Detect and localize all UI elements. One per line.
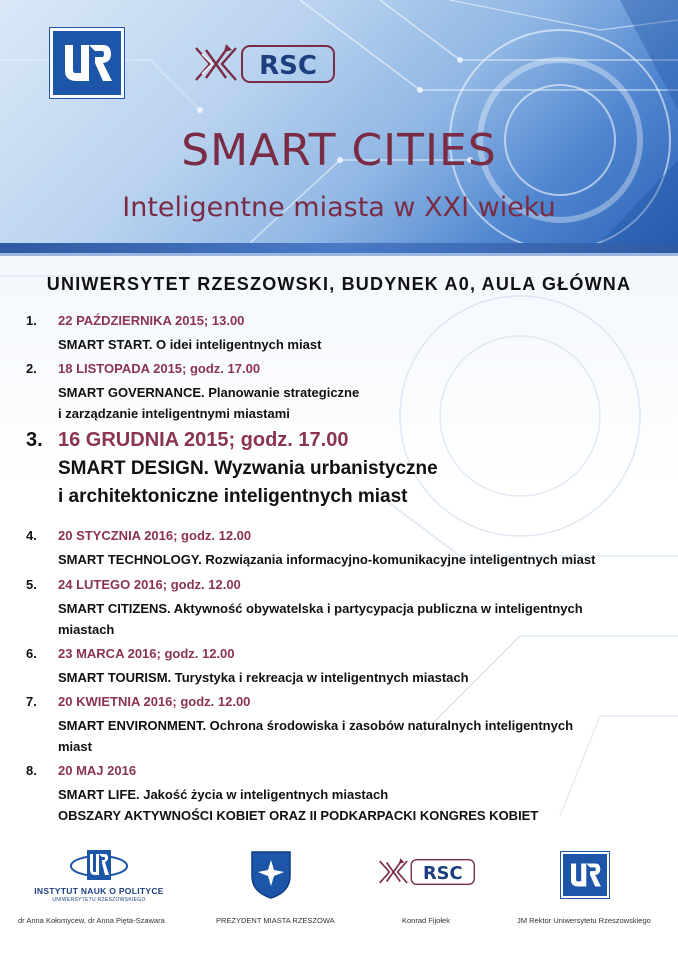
event-description-line: SMART ENVIRONMENT. Ochrona środowiska i zasobów naturalnych inteligentnych (58, 718, 574, 733)
event-date: 23 MARCA 2016; godz. 12.00 (58, 646, 235, 661)
ur-logo-icon (59, 41, 115, 85)
event-description (58, 334, 678, 355)
event-description-line: SMART DESIGN. Wyzwania urbanistyczne (58, 458, 438, 479)
event-date: 20 MAJ 2016 (58, 763, 137, 778)
event-description-line: i architektoniczne inteligentnych miast (58, 486, 408, 507)
header-banner (0, 0, 678, 243)
footer-caption-organizers: dr Anna Kołomycew, dr Anna Pięta-Szawara (18, 916, 165, 925)
venue-heading: UNIWERSYTET RZESZOWSKI, BUDYNEK A0, AULA GŁÓWNA (46, 274, 632, 294)
event-description (58, 549, 678, 570)
inp-logo (68, 846, 130, 890)
event-date: 18 LISTOPADA 2015; godz. 17.00 (58, 361, 261, 376)
event-number: 6. (26, 646, 37, 661)
event-date: 20 KWIETNIA 2016; godz. 12.00 (58, 694, 251, 709)
footer-caption-rector: JM Rektor Uniwersytetu Rzeszowskiego (517, 916, 651, 925)
event-number: 1. (26, 313, 37, 328)
event-description (58, 598, 678, 640)
event-number: 8. (26, 763, 37, 778)
event-description-line: SMART START. O idei inteligentnych miast (58, 337, 322, 352)
inp-logo-icon (68, 846, 130, 886)
event-description-line: SMART TECHNOLOGY. Rozwiązania informacyjno-komunikacyjne inteligentnych miast (58, 552, 596, 567)
event-description (58, 667, 678, 688)
event-description (58, 715, 678, 757)
event-description-line: OBSZARY AKTYWNOŚCI KOBIET ORAZ II PODKARPACKI KONGRES KOBIET (58, 808, 539, 823)
event-description-line: SMART LIFE. Jakość życia w inteligentnych miastach (58, 787, 389, 802)
rsc-footer-logo (377, 855, 477, 893)
event-description-line: SMART TOURISM. Turystyka i rekreacja w inteligentnych miastach (58, 670, 469, 685)
event-description (58, 382, 678, 424)
rzeszow-coat-of-arms (250, 850, 292, 904)
event-date: 20 STYCZNIA 2016; godz. 12.00 (58, 528, 252, 543)
event-date: 22 PAŹDZIERNIKA 2015; 13.00 (58, 313, 245, 328)
event-description (58, 455, 678, 511)
rsc-logo (192, 40, 338, 92)
event-description-line: SMART GOVERNANCE. Planowanie strategiczne (58, 385, 360, 400)
event-description (58, 784, 678, 826)
header-divider (0, 243, 678, 253)
rsc-logo-text: RSC (259, 51, 317, 81)
footer-caption-mayor: PREZYDENT MIASTA RZESZOWA (216, 916, 335, 925)
event-description-line: miast (58, 739, 92, 754)
rsc-footer-logo-text: RSC (422, 862, 463, 884)
footer-caption-fijolek: Konrad Fijołek (402, 916, 450, 925)
event-description-line: i zarządzanie inteligentnymi miastami (58, 406, 290, 421)
event-description-line: miastach (58, 622, 115, 637)
inp-name: INSTYTUT NAUK O POLITYCE (34, 886, 164, 896)
event-number: 3. (26, 429, 43, 451)
coat-of-arms-icon (250, 850, 292, 900)
event-number: 7. (26, 694, 37, 709)
ur-footer-logo-icon (567, 861, 603, 889)
rsc-logo-icon (192, 40, 338, 88)
event-number: 4. (26, 528, 37, 543)
event-number: 2. (26, 361, 37, 376)
page-subtitle: Inteligentne miasta w XXI wieku (122, 192, 556, 223)
event-date: 16 GRUDNIA 2015; godz. 17.00 (58, 429, 349, 451)
inp-subname: UNIWERSYTETU RZESZOWSKIEGO (52, 897, 146, 903)
page-title: SMART CITIES (181, 125, 497, 176)
ur-logo (50, 28, 124, 98)
event-description-line: SMART CITIZENS. Aktywność obywatelska i partycypacja publiczna w inteligentnych (58, 601, 583, 616)
event-number: 5. (26, 577, 37, 592)
event-date: 24 LUTEGO 2016; godz. 12.00 (58, 577, 241, 592)
ur-footer-logo (561, 852, 609, 898)
rsc-footer-logo-icon (377, 855, 477, 889)
